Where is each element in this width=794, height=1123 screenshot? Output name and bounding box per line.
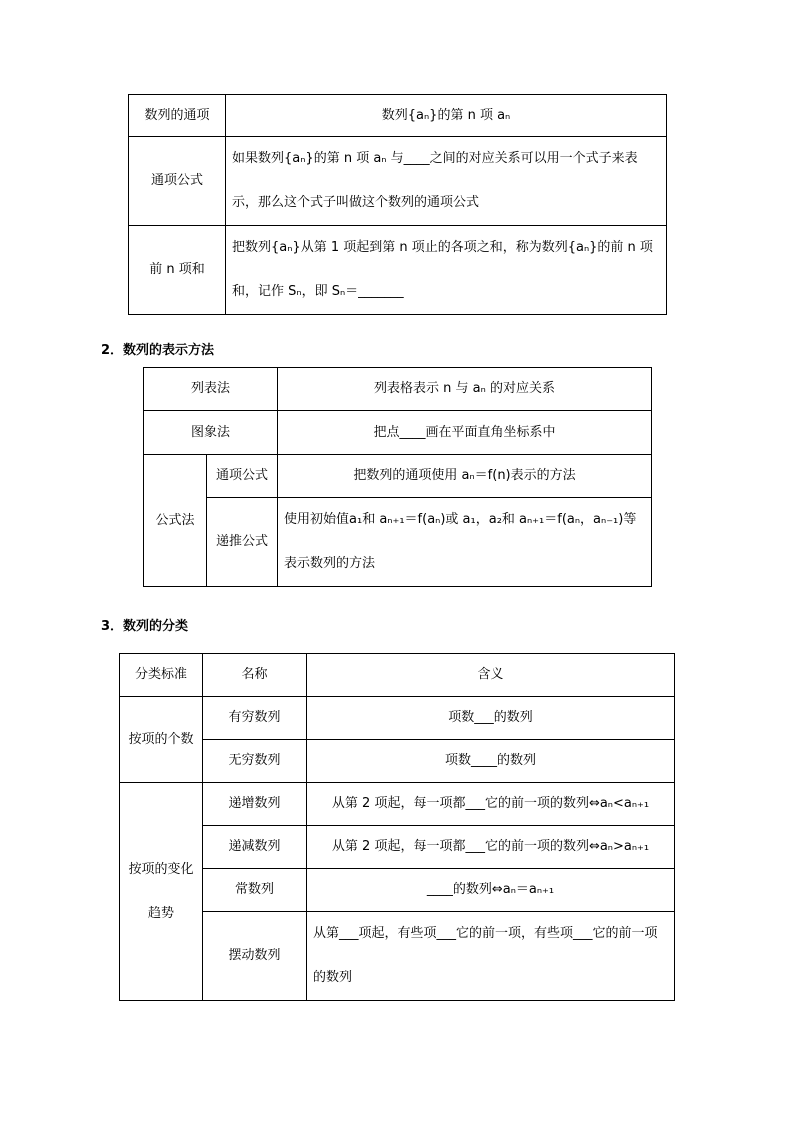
- general-term-label: 通项公式: [207, 455, 278, 498]
- infinite-meaning: 项数____的数列: [307, 740, 675, 783]
- criterion-count: 按项的个数: [120, 697, 203, 783]
- finite-meaning: 项数___的数列: [307, 697, 675, 740]
- formula-method-label: 公式法: [144, 455, 207, 587]
- term-content: 数列{aₙ}的第 n 项 aₙ: [226, 95, 667, 137]
- constant-meaning: ____的数列⇔aₙ＝aₙ₊₁: [307, 869, 675, 912]
- decreasing-meaning: 从第 2 项起，每一项都___它的前一项的数列⇔aₙ>aₙ₊₁: [307, 826, 675, 869]
- header-criterion: 分类标准: [120, 654, 203, 697]
- partial-sum-content: 把数列{aₙ}从第 1 项起到第 n 项止的各项之和，称为数列{aₙ}的前 n 项和，记作 Sₙ，即 Sₙ＝_______: [226, 226, 667, 315]
- graph-method-label: 图象法: [144, 411, 278, 455]
- increasing-meaning: 从第 2 项起，每一项都___它的前一项的数列⇔aₙ<aₙ₊₁: [307, 783, 675, 826]
- header-name: 名称: [203, 654, 307, 697]
- general-formula-label: 通项公式: [129, 137, 226, 226]
- recursive-content: 使用初始值a₁和 aₙ₊₁＝f(aₙ)或 a₁，a₂和 aₙ₊₁＝f(aₙ，aₙ₋₁)等表示数列的方法: [278, 498, 652, 587]
- term-label: 数列的通项: [129, 95, 226, 137]
- classification-table: [119, 653, 675, 1001]
- general-formula-content: 如果数列{aₙ}的第 n 项 aₙ 与____之间的对应关系可以用一个式子来表示，那么这个式子叫做这个数列的通项公式: [226, 137, 667, 226]
- oscillating-meaning: 从第___项起，有些项___它的前一项，有些项___它的前一项的数列: [307, 912, 675, 1001]
- finite-name: 有穷数列: [203, 697, 307, 740]
- oscillating-name: 摆动数列: [203, 912, 307, 1001]
- increasing-name: 递增数列: [203, 783, 307, 826]
- decreasing-name: 递减数列: [203, 826, 307, 869]
- general-term-content: 把数列的通项使用 aₙ＝f(n)表示的方法: [278, 455, 652, 498]
- partial-sum-label: 前 n 项和: [129, 226, 226, 315]
- list-method-label: 列表法: [144, 368, 278, 411]
- sequence-definition-table: [128, 94, 667, 315]
- recursive-label: 递推公式: [207, 498, 278, 587]
- list-method-content: 列表格表示 n 与 aₙ 的对应关系: [278, 368, 652, 411]
- representation-table: [143, 367, 652, 587]
- infinite-name: 无穷数列: [203, 740, 307, 783]
- section-heading-classification: 3．数列的分类: [101, 619, 189, 634]
- section-heading-representation: 2．数列的表示方法: [101, 343, 215, 358]
- header-meaning: 含义: [307, 654, 675, 697]
- graph-method-content: 把点____画在平面直角坐标系中: [278, 411, 652, 455]
- constant-name: 常数列: [203, 869, 307, 912]
- criterion-trend: 按项的变化趋势: [120, 783, 203, 1001]
